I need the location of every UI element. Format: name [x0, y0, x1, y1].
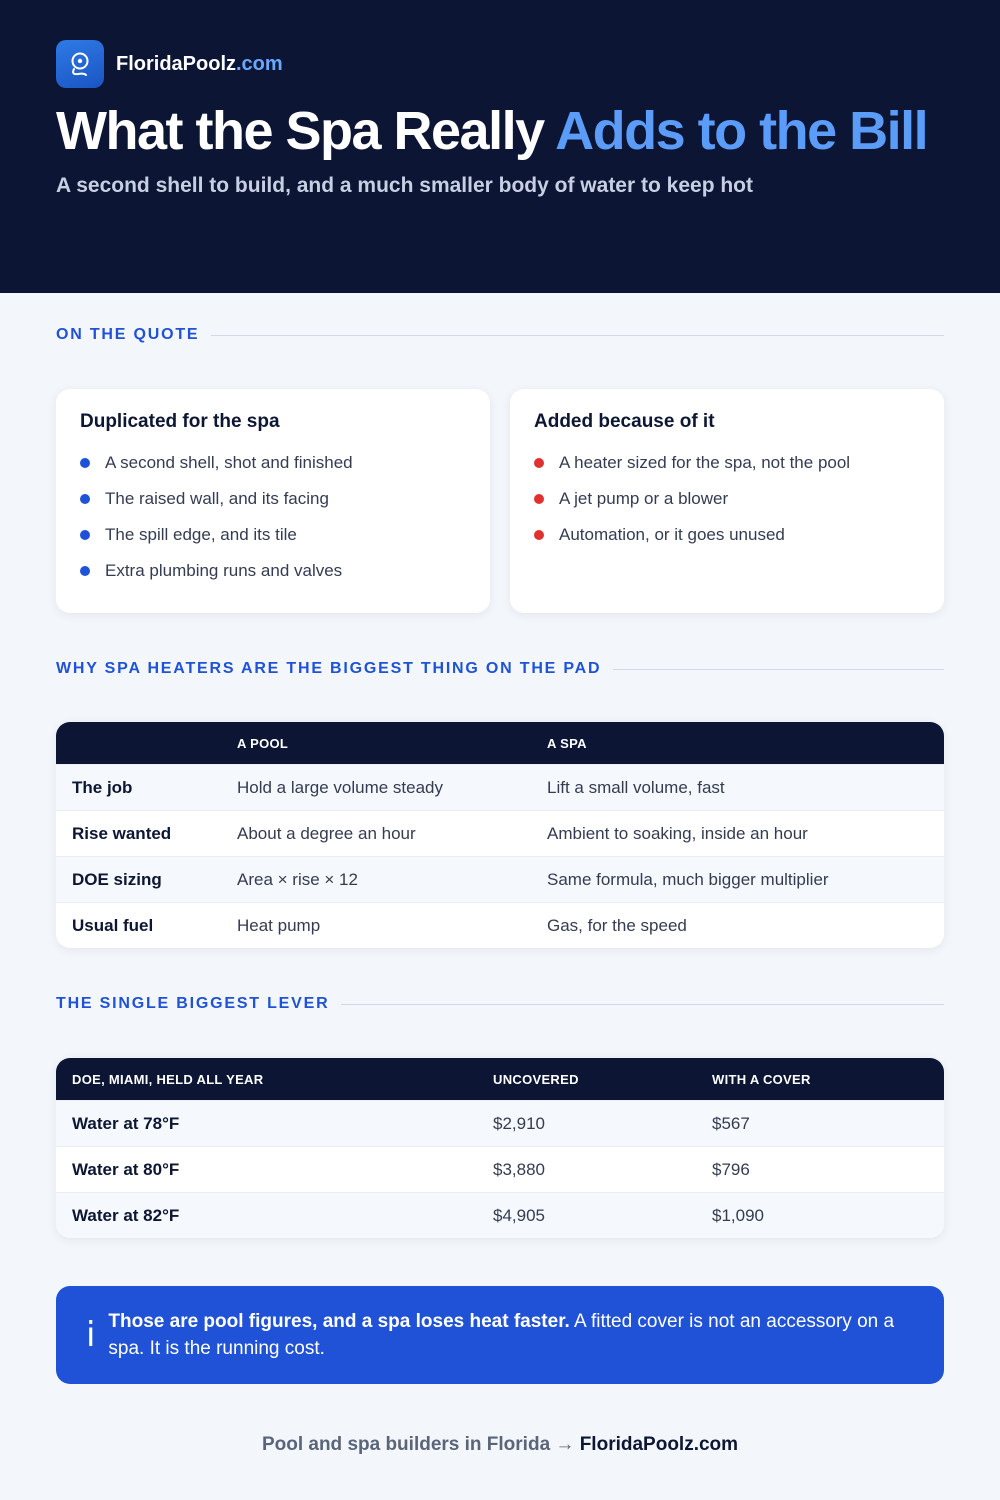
- table-cell: Area × rise × 12: [237, 869, 358, 889]
- table-cell: $3,880: [493, 1159, 545, 1179]
- row-label: Rise wanted: [72, 823, 172, 843]
- row-label: The job: [72, 777, 133, 797]
- page-title: What the Spa Really Adds to the Bill: [56, 101, 928, 161]
- table-cell: $796: [712, 1159, 750, 1179]
- list-item: [80, 517, 466, 553]
- list-item: [80, 481, 466, 517]
- bullet-dot-icon: [534, 458, 544, 468]
- table-cell: About a degree an hour: [237, 823, 416, 843]
- bullet-dot-icon: [80, 566, 90, 576]
- table-row: [56, 1146, 944, 1192]
- list-item: [80, 445, 466, 481]
- section-heading-heaters: WHY SPA HEATERS ARE THE BIGGEST THING ON THE PAD: [56, 660, 944, 678]
- duplicated-list: [80, 445, 466, 589]
- table-cell: Same formula, much bigger multiplier: [547, 869, 829, 889]
- column-header: WITH A COVER: [712, 1071, 811, 1087]
- heater-table: [56, 722, 944, 948]
- table-cell: Hold a large volume steady: [237, 777, 444, 797]
- table-cell: Ambient to soaking, inside an hour: [547, 823, 808, 843]
- column-header: A POOL: [237, 735, 289, 751]
- list-item-text: Extra plumbing runs and valves: [105, 561, 343, 580]
- table-cell: $567: [712, 1113, 750, 1133]
- card-title: Duplicated for the spa: [80, 411, 280, 432]
- bullet-dot-icon: [534, 494, 544, 504]
- list-item: [534, 445, 920, 481]
- list-item-text: Automation, or it goes unused: [559, 525, 785, 544]
- callout-text: Those are pool figures, and a spa loses heat faster. A fitted cover is not an accessory on a spa. It is the running cost.: [108, 1311, 895, 1359]
- table-cell: Lift a small volume, fast: [547, 777, 725, 797]
- list-item-text: A second shell, shot and finished: [105, 453, 353, 472]
- list-item-text: The spill edge, and its tile: [105, 525, 297, 544]
- column-header: UNCOVERED: [493, 1071, 579, 1087]
- section-heading-lever: THE SINGLE BIGGEST LEVER: [56, 995, 944, 1013]
- table-cell: $2,910: [493, 1113, 545, 1133]
- row-label: Usual fuel: [72, 915, 154, 935]
- info-icon: i: [86, 1315, 96, 1355]
- table-row: [56, 902, 944, 948]
- table-cell: Heat pump: [237, 915, 321, 935]
- table-row: [56, 1192, 944, 1238]
- bullet-dot-icon: [80, 494, 90, 504]
- column-header: A SPA: [547, 735, 587, 751]
- table-row: [56, 856, 944, 902]
- added-list: [534, 445, 920, 553]
- page-subtitle: A second shell to build, and a much smaller body of water to keep hot: [56, 174, 753, 197]
- brand[interactable]: [56, 40, 944, 88]
- row-label: DOE sizing: [72, 869, 162, 889]
- footer: Pool and spa builders in Florida → FloridaPoolz.com: [261, 1434, 739, 1455]
- card-duplicated: [56, 389, 490, 613]
- title-accent: Adds to the Bill: [555, 101, 928, 161]
- column-header: DOE, MIAMI, HELD ALL YEAR: [72, 1071, 264, 1087]
- bullet-dot-icon: [80, 530, 90, 540]
- list-item: [534, 517, 920, 553]
- brand-name: FloridaPoolz.com: [116, 52, 283, 75]
- table-row: [56, 810, 944, 856]
- table-row: [56, 1100, 944, 1146]
- table-row: [56, 764, 944, 810]
- row-label: Water at 82°F: [72, 1205, 180, 1225]
- hero-header: [0, 0, 1000, 293]
- list-item-text: A heater sized for the spa, not the pool: [559, 453, 851, 472]
- card-added: [510, 389, 944, 613]
- row-label: Water at 78°F: [72, 1113, 180, 1133]
- table-header: [56, 722, 944, 764]
- list-item: [534, 481, 920, 517]
- table-cell: $4,905: [493, 1205, 545, 1225]
- table-cell: Gas, for the speed: [547, 915, 687, 935]
- info-callout: [56, 1286, 944, 1384]
- section-heading-quote: ON THE QUOTE: [56, 326, 944, 344]
- list-item-text: The raised wall, and its facing: [105, 489, 329, 508]
- table-cell: $1,090: [712, 1205, 764, 1225]
- table-header: [56, 1058, 944, 1100]
- list-item-text: A jet pump or a blower: [559, 489, 729, 508]
- lever-table: [56, 1058, 944, 1238]
- bullet-dot-icon: [80, 458, 90, 468]
- list-item: [80, 553, 466, 589]
- map-pin-icon: [56, 40, 104, 88]
- row-label: Water at 80°F: [72, 1159, 180, 1179]
- footer-site-link[interactable]: FloridaPoolz.com: [579, 1434, 739, 1455]
- card-title: Added because of it: [534, 411, 715, 432]
- bullet-dot-icon: [534, 530, 544, 540]
